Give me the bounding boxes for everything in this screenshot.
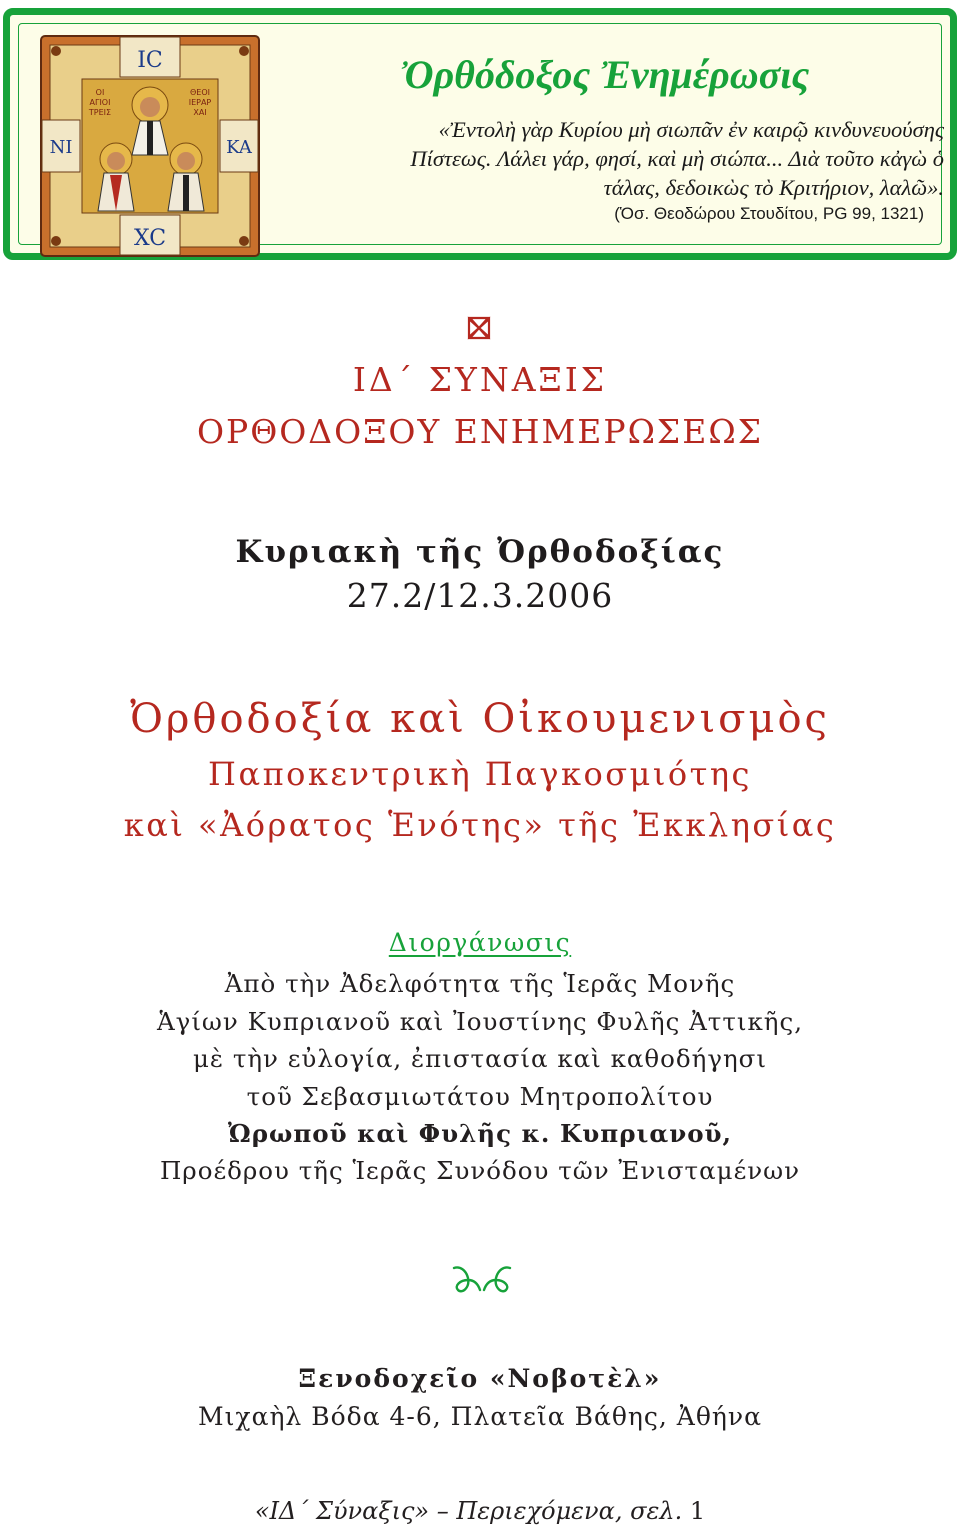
organization-line-2: Ἁγίων Κυπριανοῦ καὶ Ἰουστίνης Φυλῆς Ἀττικῆς,	[156, 1007, 803, 1036]
venue-address: Μιχαὴλ Βόδα 4-6, Πλατεῖα Βάθης, Ἀθήνα	[198, 1402, 762, 1431]
footer-text: «ΙΔ΄ Σύναξις» – Περιεχόμενα, σελ.	[254, 1497, 683, 1525]
organization-line-3: μὲ τὴν εὐλογία, ἐπιστασία καὶ καθοδήγησι	[192, 1044, 768, 1073]
synaxis-subtitle: ΟΡΘΟΔΟΞΟΥ ΕΝΗΜΕΡΩΣΕΩΣ	[196, 412, 764, 451]
icon-caption-left-2: ΑΓΙΟΙ	[89, 98, 111, 107]
organization-line-1: Ἀπὸ τὴν Ἀδελφότητα τῆς Ἱερᾶς Μονῆς	[224, 969, 736, 998]
icon-caption-left-1: ΟΙ	[95, 88, 105, 97]
icon-caption-right-3: ΧΑΙ	[193, 108, 207, 117]
organization-heading: Διοργάνωσις	[388, 928, 572, 957]
banner-title: Ὀρθόδοξος Ἐνημέρωσις	[400, 52, 810, 97]
page-footer	[0, 1497, 960, 1525]
header-banner	[3, 8, 957, 260]
cross-icon	[467, 316, 491, 340]
icon-label-left: NI	[49, 137, 73, 158]
banner-quote	[292, 115, 944, 202]
ornament-icon	[450, 1262, 514, 1296]
icon-caption-left-3: ΤΡΕΙΣ	[88, 108, 112, 117]
event-day: Κυριακὴ τῆς Ὀρθοδοξίας	[235, 534, 725, 570]
page-number: 1	[689, 1497, 706, 1525]
organization-line-6: Προέδρου τῆς Ἱερᾶς Συνόδου τῶν Ἐνισταμένων	[159, 1156, 801, 1185]
quote-line-1: «Ἐντολὴ γὰρ Κυρίου μὴ σιωπᾶν ἐν καιρῷ κινδυνευούσης	[438, 117, 944, 142]
icon-label-bottom: XC	[133, 226, 167, 251]
synaxis-title: ΙΔ΄ ΣΥΝΑΞΙΣ	[352, 360, 608, 399]
topic-subtitle-2: καὶ «Ἀόρατος Ἑνότης» τῆς Ἐκκλησίας	[123, 806, 837, 844]
icon-label-right: KA	[226, 137, 252, 158]
icon-caption-right-1: ΘΕΟΙ	[189, 88, 211, 97]
topic-subtitle-1: Παποκεντρικὴ Παγκοσμιότης	[208, 755, 752, 793]
quote-line-2: Πίστεως. Λάλει γάρ, φησί, καὶ μὴ σιώπα... Διὰ τοῦτο κἀγὼ ὁ	[410, 146, 944, 171]
three-hierarchs-icon	[40, 35, 260, 257]
venue-name: Ξενοδοχεῖο «Νοβοτὲλ»	[298, 1364, 662, 1393]
organization-line-5: Ὠρωποῦ καὶ Φυλῆς κ. Κυπριανοῦ,	[227, 1119, 733, 1148]
quote-line-3: τάλας, δεδοικὼς τὸ Κριτήριον, λαλῶ».	[603, 175, 944, 200]
topic-title: Ὀρθοδοξία καὶ Οἰκουμενισμὸς	[130, 696, 830, 742]
icon-label-top: IC	[137, 48, 163, 73]
icon-caption-right-2: ΙΕΡΑΡ	[188, 98, 212, 107]
quote-source: (Ὁσ. Θεοδώρου Στουδίτου, PG 99, 1321)	[614, 204, 924, 223]
organization-line-4: τοῦ Σεβασμιωτάτου Μητροπολίτου	[246, 1082, 714, 1111]
event-date: 27.2/12.3.2006	[346, 576, 614, 615]
